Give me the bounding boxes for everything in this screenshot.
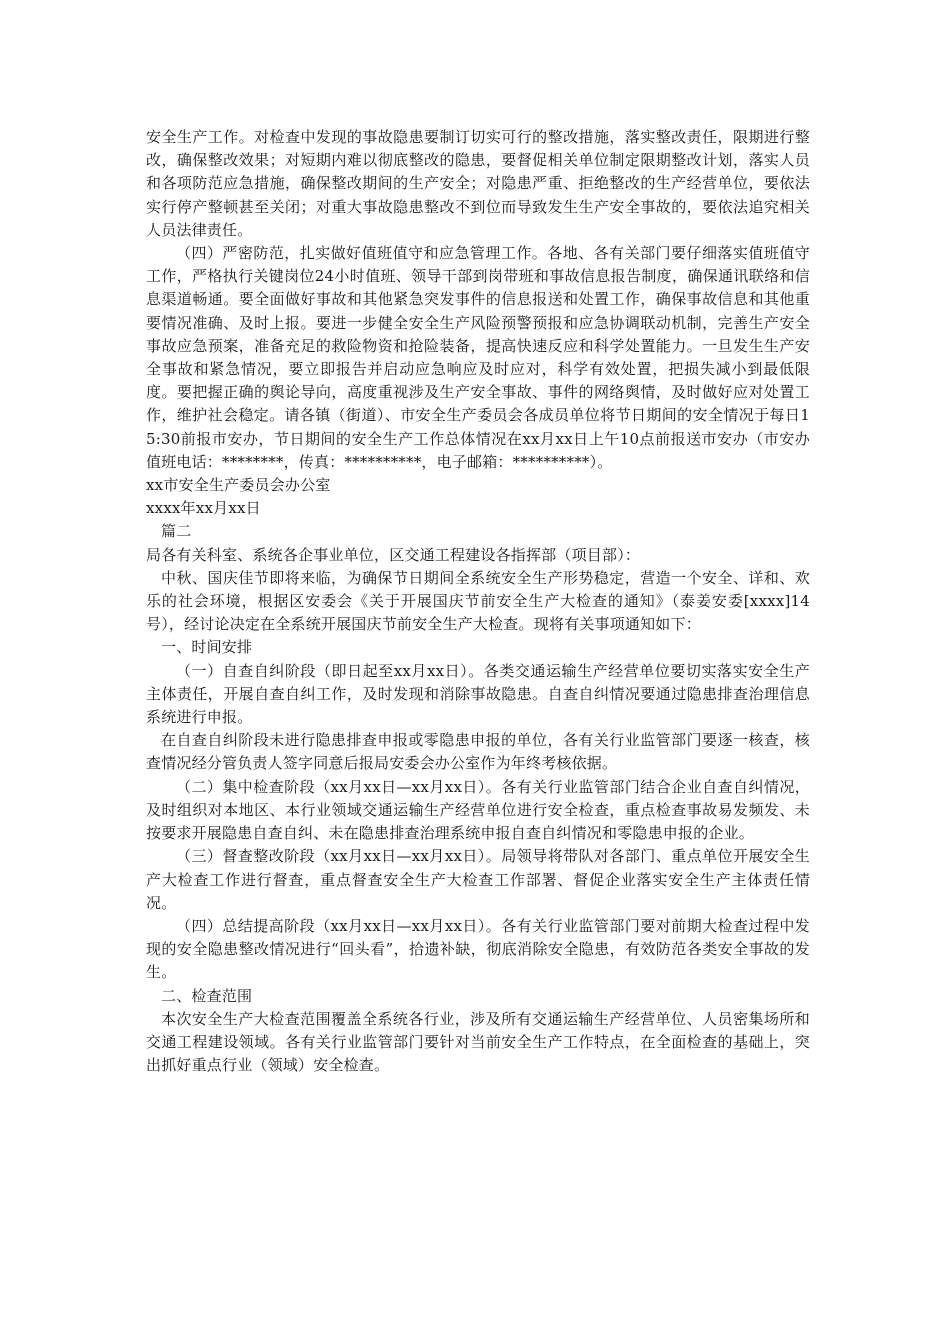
- paragraph-verification: 在自查自纠阶段未进行隐患排查申报或零隐患申报的单位，各有关行业监管部门要逐一核查，核查情况经分管负责人签字同意后报局安委会办公室作为年终考核依据。: [146, 731, 810, 773]
- paragraph-continuation: 安全生产工作。对检查中发现的事故隐患要制订切实可行的整改措施，落实整改责任，限期进行整改，确保整改效果；对短期内难以彻底整改的隐患，要督促相关单位制定限期整改计划，落实人员和各项防范应急措施，确保整改期间的生产安全；对隐患严重、拒绝整改的生产经营单位，要依法实行停产整顿甚至关闭；对重大事故隐患整改不到位而导致发生生产安全事故的，要依法追究相关人员法律责任。: [146, 128, 810, 239]
- paragraph-inspection-stage: （二）集中检查阶段（xx月xx日—xx月xx日）。各有关行业监管部门结合企业自查自纠情况，及时组织对本地区、本行业领域交通运输生产经营单位进行安全检查，重点检查事故易发频发、未按要求开展隐患自查自纠、未在隐患排查治理系统申报自查自纠情况和零隐患申报的企业。: [146, 777, 810, 843]
- section-heading-part-two: 篇二: [161, 522, 192, 541]
- paragraph-self-check-stage: （一）自查自纠阶段（即日起至xx月xx日）。各类交通运输生产经营单位要切实落实安全生产主体责任，开展自查自纠工作，及时发现和消除事故隐患。自查自纠情况要通过隐患排查治理信息系统进行申报。: [146, 661, 810, 727]
- paragraph-intro: 中秋、国庆佳节即将来临，为确保节日期间全系统安全生产形势稳定，营造一个安全、详和、欢乐的社会环境，根据区安委会《关于开展国庆节前安全生产大检查的通知》（泰姜安委[xxxx]14号），经讨论决定在全系统开展国庆节前安全生产大检查。现将有关事项通知如下：: [146, 568, 810, 634]
- heading-inspection-scope: 二、检查范围: [161, 986, 253, 1005]
- paragraph-scope: 本次安全生产大检查范围覆盖全系统各行业，涉及所有交通运输生产经营单位、人员密集场所和交通工程建设领域。各有关行业监管部门要针对当前安全生产工作特点，在全面检查的基础上，突出抓好重点行业（领域）安全检查。: [146, 1009, 810, 1075]
- addressee-line: 局各有关科室、系统各企事业单位，区交通工程建设各指挥部（项目部）：: [146, 545, 641, 564]
- paragraph-summary-stage: （四）总结提高阶段（xx月xx日—xx月xx日）。各有关行业监管部门要对前期大检查过程中发现的安全隐患整改情况进行“回头看”，拾遗补缺，彻底消除安全隐患，有效防范各类安全事故的发生。: [146, 916, 810, 982]
- paragraph-duty-management: （四）严密防范，扎实做好值班值守和应急管理工作。各地、各有关部门要仔细落实值班值守工作，严格执行关键岗位24小时值班、领导干部到岗带班和事故信息报告制度，确保通讯联络和信息渠道畅通。要全面做好事故和其他紧急突发事件的信息报送和处置工作，确保事故信息和其他重要情况准确、及时上报。要进一步健全安全生产风险预警预报和应急协调联动机制，完善生产安全事故应急预案，准备充足的救险物资和抢险装备，提高快速反应和科学处置能力。一旦发生生产安全事故和紧急情况，要立即报告并启动应急响应及时应对，科学有效处置，把损失减小到最低限度。要把握正确的舆论导向，高度重视涉及生产安全事故、事件的网络舆情，及时做好应对处置工作，维护社会稳定。请各镇（街道）、市安全生产委员会各成员单位将节日期间的安全情况于每日15:30前报市安办，节日期间的安全生产工作总体情况在xx月xx日上午10点前报送市安办（市安办值班电话：********，传真：**********，电子邮箱：**********）。: [146, 244, 810, 471]
- heading-time-schedule: 一、时间安排: [161, 638, 253, 657]
- paragraph-supervision-stage: （三）督查整改阶段（xx月xx日—xx月xx日）。局领导将带队对各部门、重点单位开展安全生产大检查工作进行督查，重点督查安全生产大检查工作部署、督促企业落实安全生产主体责任情况。: [146, 847, 810, 912]
- document-body: [146, 126, 810, 1077]
- signature-office: xx市安全生产委员会办公室: [146, 476, 331, 495]
- signature-date: xxxx年xx月xx日: [146, 499, 261, 518]
